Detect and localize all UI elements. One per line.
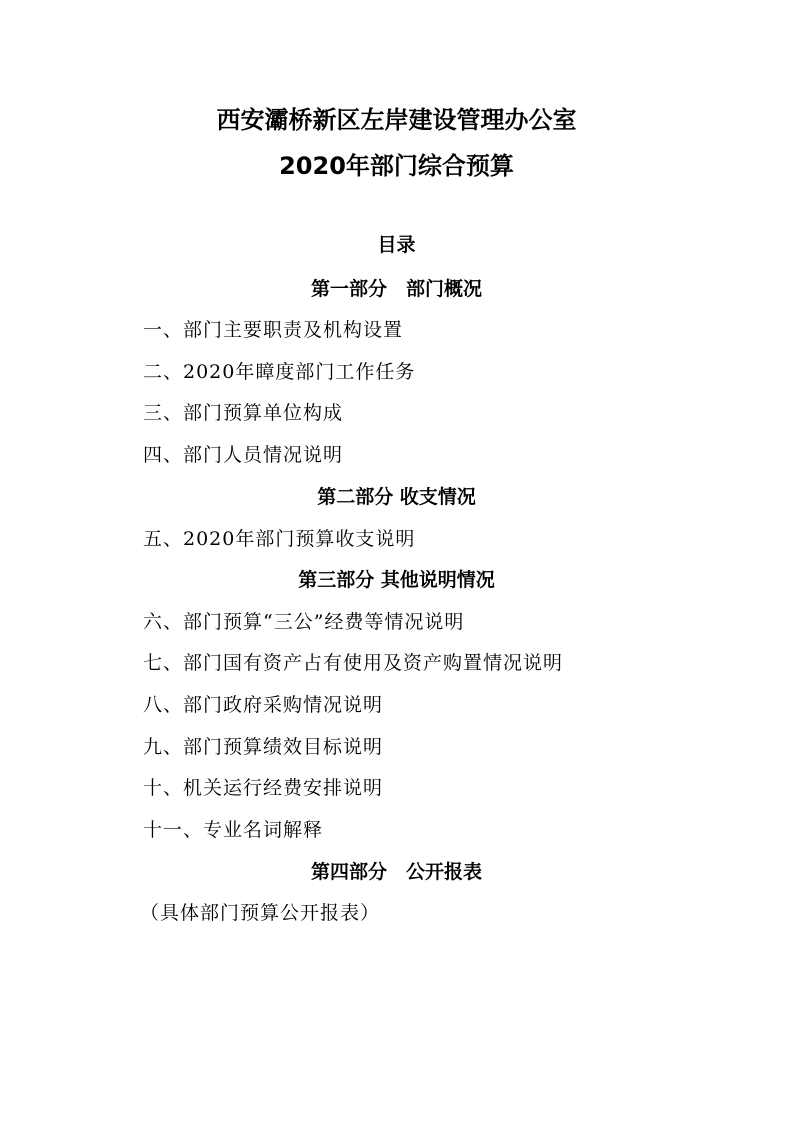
toc-item: 五、2020年部门预算收支说明 bbox=[143, 528, 416, 550]
toc-item: 六、部门预算“三公”经费等情况说明 bbox=[143, 611, 465, 633]
part3-heading: 第三部分 其他说明情况 bbox=[298, 569, 495, 591]
part4-heading: 第四部分 公开报表 bbox=[310, 861, 482, 883]
toc-item: 七、部门国有资产占有使用及资产购置情况说明 bbox=[143, 652, 564, 674]
part2-heading: 第二部分 收支情况 bbox=[317, 486, 476, 508]
document-subtitle: 2020年部门综合预算 bbox=[279, 152, 514, 180]
toc-item: （具体部门预算公开报表） bbox=[140, 902, 381, 924]
document-title: 西安灞桥新区左岸建设管理办公室 bbox=[216, 106, 577, 134]
part1-heading: 第一部分 部门概况 bbox=[310, 278, 482, 300]
toc-item: 九、部门预算绩效目标说明 bbox=[143, 736, 384, 758]
toc-item: 十、机关运行经费安排说明 bbox=[143, 777, 384, 799]
toc-heading: 目录 bbox=[377, 234, 416, 256]
toc-item: 十一、专业名词解释 bbox=[143, 819, 324, 841]
toc-item: 一、部门主要职责及机构设置 bbox=[143, 319, 404, 341]
toc-item: 二、2020年瞕度部门工作任务 bbox=[143, 361, 416, 383]
toc-item: 四、部门人员情况说明 bbox=[143, 444, 344, 466]
toc-item: 八、部门政府采购情况说明 bbox=[143, 694, 384, 716]
toc-item: 三、部门预算单位构成 bbox=[143, 402, 344, 424]
